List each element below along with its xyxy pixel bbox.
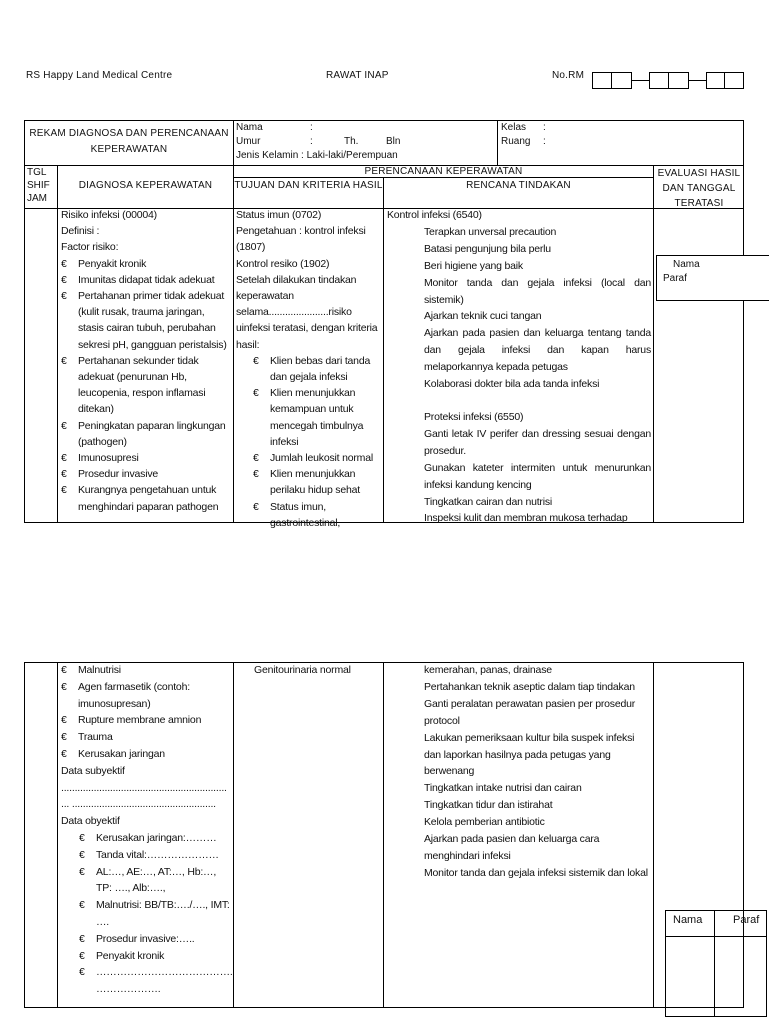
list-item: Beri higiene yang baik — [424, 259, 523, 272]
col-perencanaan: PERENCANAAN KEPERAWATAN — [364, 166, 523, 177]
tujuan-line: Setelah dilakukan tindakan keperawatan selama......................risiko uinfeksi teratasi, dengan kriteria hasil: — [236, 273, 378, 351]
jenis-kelamin: Jenis Kelamin : Laki-laki/Perempuan — [236, 150, 398, 161]
list-item: € Status imun, gastrointestinal, — [253, 500, 341, 529]
list-item: Pertahankan teknik aseptic dalam tiap tindakan — [424, 680, 635, 693]
signature-box — [656, 255, 769, 301]
list-item: Kelola pemberian antibiotic — [424, 816, 545, 829]
tujuan-line: Pengetahuan : kontrol infeksi (1807) — [236, 225, 366, 254]
form-title: REKAM DIAGNOSA DAN PERENCANAAN KEPERAWATAN — [29, 128, 229, 155]
list-item: € Klien menunjukkan kemampuan untuk mencegah timbulnya infeksi — [253, 387, 364, 448]
tgl-shif-jam-header — [27, 166, 57, 205]
list-item: € Imunosupresi — [61, 452, 139, 465]
rm-label: No.RM — [552, 70, 585, 81]
rencana-continued — [424, 662, 651, 882]
list-item: € Peningkatan paparan lingkungan (pathogen) — [61, 419, 226, 448]
bln-label: Bln — [386, 136, 401, 147]
tujuan-content — [236, 207, 381, 529]
list-item: € AL:…, AE:…, AT:…, Hb:…, TP: …., Alb:…., — [79, 865, 217, 895]
ward-label: RAWAT INAP — [326, 70, 389, 81]
th-label: Th. — [344, 136, 359, 147]
subyektif-dots: ............................................................. ... ..................................................... — [61, 781, 227, 811]
umur-colon: : — [310, 136, 313, 147]
list-item: Tingkatkan tidur dan istirahat — [424, 799, 553, 812]
nama-label: Nama — [673, 914, 703, 926]
factor-list — [61, 256, 231, 515]
list-item: € Prosedur invasive — [61, 468, 159, 481]
tujuan-line: Kontrol resiko (1902) — [236, 257, 330, 270]
diagnosa-content — [61, 207, 231, 515]
tujuan-line: Status imun (0702) — [236, 209, 322, 221]
hospital-name: RS Happy Land Medical Centre — [26, 70, 173, 81]
list-item: Batasi pengunjung bila perlu — [424, 242, 551, 255]
paraf-label: Paraf — [663, 273, 687, 284]
ruang-colon: : — [543, 136, 546, 147]
list-item: € Tanda vital:………………… — [79, 848, 219, 861]
diagnosa-content-continued — [61, 662, 231, 998]
list-item: Ganti peralatan perawatan pasien per prosedur protocol — [424, 697, 636, 727]
list-item: € Kurangnya pengetahuan untuk menghindari paparan pathogen — [61, 484, 219, 513]
factor-list — [61, 662, 231, 763]
list-item: € Pertahanan primer tidak adekuat (kulit rusak, trauma jaringan, stasis cairan tubuh, perubahan sekresi pH, gangguan peristalsis) — [61, 290, 227, 351]
list-item: Kolaborasi dokter bila ada tanda infeksi — [424, 378, 600, 391]
col-tujuan: TUJUAN DAN KRITERIA HASIL — [234, 180, 383, 191]
list-item: € Klien bebas dari tanda dan gejala infeksi — [253, 354, 371, 384]
list-item: € Agen farmasetik (contoh: imunosupresan) — [61, 680, 190, 710]
list-item: € Klien menunjukkan perilaku hidup sehat — [253, 468, 360, 497]
list-item: € Trauma — [61, 731, 113, 744]
col-rencana: RENCANA TINDAKAN — [466, 180, 571, 191]
list-item: Monitor tanda dan gejala infeksi sistemik dan lokal — [424, 866, 648, 879]
list-item: kemerahan, panas, drainase — [424, 664, 552, 676]
list-item: Inspeksi kulit dan membran mukosa terhadap — [424, 512, 628, 525]
list-item: Ajarkan pada pasien dan keluarga tentang tanda dan gejala infeksi dan kapan harus melaporkannya kepada petugas — [424, 327, 651, 374]
kelas-label: Kelas — [501, 122, 527, 133]
list-item: € Imunitas didapat tidak adekuat — [61, 273, 215, 286]
list-item: € Kerusakan jaringan:……… — [79, 831, 217, 844]
col-shif: SHIF — [27, 180, 50, 191]
patient-info — [236, 121, 496, 163]
list-item: € Jumlah leukosit normal — [253, 452, 373, 465]
list-item: € …………………………………. ………………. — [79, 966, 233, 996]
rm-number-boxes — [592, 72, 744, 89]
list-item: € Kerusakan jaringan — [61, 747, 165, 760]
data-obyektif-label: Data obyektif — [61, 815, 120, 828]
obyektif-list — [61, 830, 231, 998]
list-item: € Penyakit kronik — [79, 949, 165, 962]
list-item: € Malnutrisi — [61, 664, 121, 676]
col-tgl: TGL — [27, 167, 47, 178]
nama-label: Nama — [673, 259, 700, 270]
ruang-label: Ruang — [501, 136, 531, 147]
diagnosa-title: Risiko infeksi (00004) — [61, 209, 157, 221]
list-item: Monitor tanda dan gejala infeksi (local dan sistemik) — [424, 276, 651, 306]
list-item: Ajarkan pada pasien dan keluarga cara menghindari infeksi — [424, 833, 600, 862]
paraf-label: Paraf — [733, 914, 760, 926]
data-subyektif-label: Data subyektif — [61, 764, 125, 777]
list-item: Terapkan unversal precaution — [424, 225, 557, 238]
factor-title: Factor risiko: — [61, 241, 119, 254]
nama-label: Nama — [236, 122, 263, 133]
nama-colon: : — [310, 122, 313, 133]
list-item: € Pertahanan sekunder tidak adekuat (penurunan Hb, leucopenia, respon inflamasi ditekan) — [61, 354, 206, 416]
list-item: Ganti letak IV perifer dan dressing sesuai dengan prosedur. — [424, 427, 651, 457]
room-info — [501, 121, 651, 149]
rencana-title: Kontrol infeksi (6540) — [387, 209, 482, 221]
signature-table — [665, 910, 767, 1017]
col-evaluasi: EVALUASI HASIL DAN TANGGAL TERATASI — [657, 168, 741, 209]
kriteria-list — [236, 353, 381, 531]
list-item: € Malnutrisi: BB/TB:…./…., IMT: …. — [79, 899, 230, 928]
list-item: Gunakan kateter intermiten untuk menurunkan infeksi kandung kencing — [424, 461, 651, 491]
rencana-list — [387, 224, 651, 527]
list-item: € Penyakit kronik — [61, 257, 147, 270]
list-item: € Prosedur invasive:….. — [79, 932, 195, 945]
rencana-title: Proteksi infeksi (6550) — [424, 410, 524, 423]
col-diagnosa: DIAGNOSA KEPERAWATAN — [78, 180, 213, 191]
definisi: Definisi : — [61, 225, 100, 238]
list-item: € Rupture membrane amnion — [61, 714, 202, 727]
kelas-colon: : — [543, 122, 546, 133]
list-item: Lakukan pemeriksaan kultur bila suspek infeksi dan laporkan hasilnya pada petugas yang berwenang — [424, 731, 635, 778]
list-item: Ajarkan teknik cuci tangan — [424, 310, 542, 323]
rencana-content — [387, 207, 651, 525]
list-item: Tingkatkan intake nutrisi dan cairan — [424, 782, 582, 795]
umur-label: Umur — [236, 136, 261, 147]
tujuan-continued: Genitourinaria normal — [254, 664, 351, 676]
list-item: Tingkatkan cairan dan nutrisi — [424, 495, 553, 508]
col-jam: JAM — [27, 193, 47, 204]
